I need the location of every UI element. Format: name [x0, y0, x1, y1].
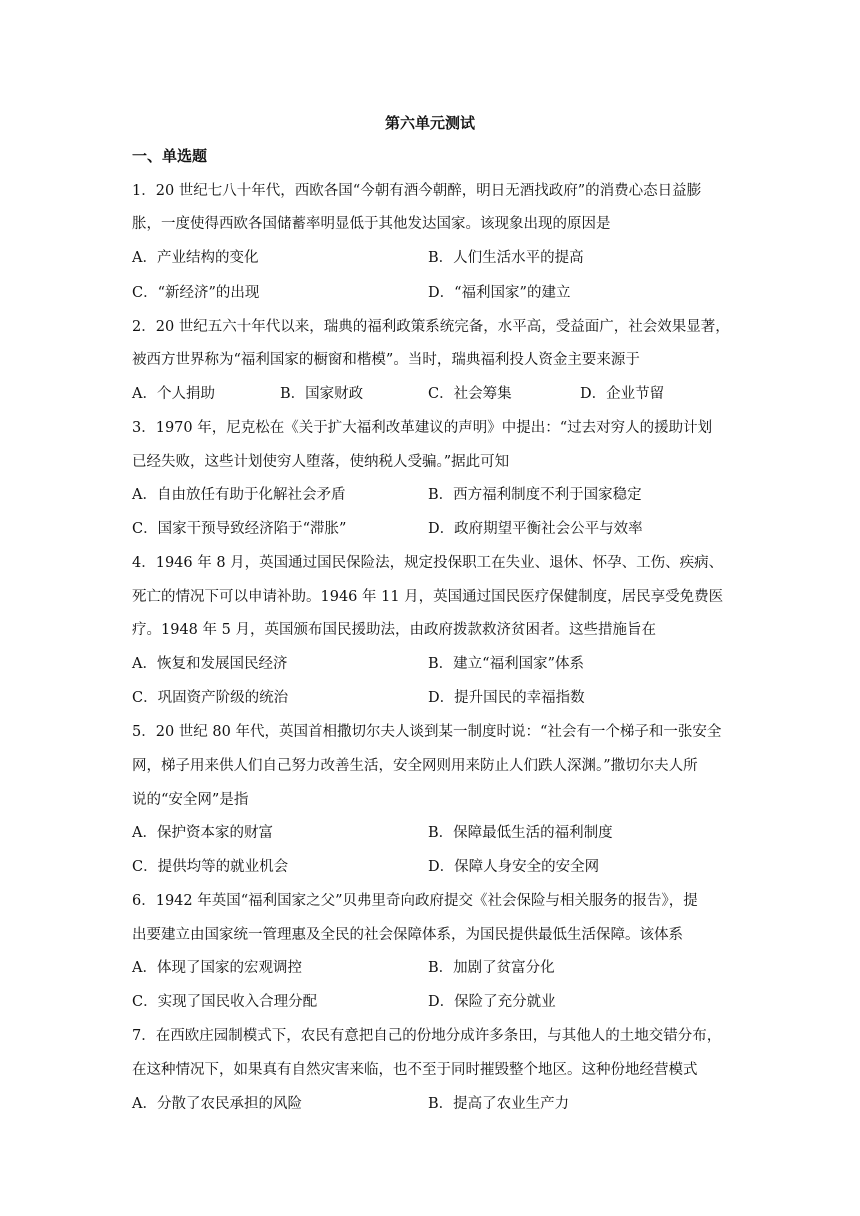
question-1-option-a[interactable]: A．产业结构的变化 — [132, 250, 259, 266]
question-6-line-2: 出要建立由国家统一管理惠及全民的社会保障体系，为国民提供最低生活保障。该体系 — [132, 927, 683, 943]
question-5-option-a[interactable]: A．保护资本家的财富 — [132, 825, 273, 841]
question-6-option-c[interactable]: C．实现了国民收入合理分配 — [132, 994, 318, 1010]
question-4-option-d[interactable]: D．提升国民的幸福指数 — [428, 690, 585, 706]
question-7-option-b[interactable]: B．提高了农业生产力 — [428, 1096, 570, 1112]
question-3-option-c[interactable]: C．国家干预导致经济陷于“滞胀” — [132, 521, 347, 537]
question-3-option-d[interactable]: D．政府期望平衡社会公平与效率 — [428, 521, 643, 537]
question-1-line-1: 1．20 世纪七八十年代，西欧各国“今朝有酒今朝醉，明日无酒找政府”的消费心态日益膨 — [132, 183, 702, 199]
question-3-line-2: 已经失败，这些计划使穷人堕落，使纳税人受骗。”据此可知 — [132, 454, 510, 470]
question-4-option-c[interactable]: C．巩固资产阶级的统治 — [132, 690, 289, 706]
question-5-option-c[interactable]: C．提供均等的就业机会 — [132, 859, 289, 875]
question-5-option-b[interactable]: B．保障最低生活的福利制度 — [428, 825, 613, 841]
question-7-option-a[interactable]: A．分散了农民承担的风险 — [132, 1096, 302, 1112]
question-1-option-d[interactable]: D．“福利国家”的建立 — [428, 285, 571, 301]
question-3-line-1: 3．1970 年，尼克松在《关于扩大福利改革建议的声明》中提出：“过去对穷人的援助计划 — [132, 420, 713, 436]
question-4-line-3: 疗。1948 年 5 月，英国颁布国民援助法，由政府拨款救济贫困者。这些措施旨在 — [132, 622, 656, 638]
section-heading: 一、单选题 — [132, 147, 208, 165]
question-4-option-b[interactable]: B．建立“福利国家”体系 — [428, 656, 584, 672]
question-7-line-1: 7．在西欧庄园制模式下，农民有意把自己的份地分成许多条田，与其他人的土地交错分布， — [132, 1028, 722, 1044]
question-2-option-d[interactable]: D．企业节留 — [580, 386, 665, 402]
question-5-line-1: 5．20 世纪 80 年代，英国首相撒切尔夫人谈到某一制度时说：“社会有一个梯子和一张安全 — [132, 724, 722, 740]
question-1-option-c[interactable]: C．“新经济”的出现 — [132, 285, 260, 301]
question-1-line-2: 胀，一度使得西欧各国储蓄率明显低于其他发达国家。该现象出现的原因是 — [132, 216, 611, 232]
question-5-line-2: 网，梯子用来供人们自己努力改善生活，安全网则用来防止人们跌人深渊。”撒切尔夫人所 — [132, 758, 698, 774]
question-2-line-2: 被西方世界称为“福利国家的橱窗和楷模”。当时，瑞典福利投人资金主要来源于 — [132, 352, 640, 368]
question-3-option-b[interactable]: B．西方福利制度不利于国家稳定 — [428, 487, 642, 503]
question-4-line-2: 死亡的情况下可以申请补助。1946 年 11 月，英国通过国民医疗保健制度，居民享受免费医 — [132, 589, 724, 605]
question-2-option-a[interactable]: A．个人捐助 — [132, 386, 215, 402]
question-5-option-d[interactable]: D．保障人身安全的安全网 — [428, 859, 600, 875]
question-4-line-1: 4．1946 年 8 月，英国通过国民保险法，规定投保职工在失业、退休、怀孕、工伤、疾病、 — [132, 555, 724, 571]
page-title: 第六单元测试 — [384, 114, 475, 132]
question-5-line-3: 说的“安全网”是指 — [132, 792, 249, 808]
question-2-line-1: 2．20 世纪五六十年代以来，瑞典的福利政策系统完备，水平高，受益面广，社会效果显著， — [132, 319, 730, 335]
question-2-option-c[interactable]: C．社会筹集 — [428, 386, 512, 402]
question-1-option-b[interactable]: B．人们生活水平的提高 — [428, 250, 584, 266]
question-6-option-b[interactable]: B．加剧了贫富分化 — [428, 960, 555, 976]
question-6-option-a[interactable]: A．体现了国家的宏观调控 — [132, 960, 302, 976]
question-4-option-a[interactable]: A．恢复和发展国民经济 — [132, 656, 288, 672]
question-3-option-a[interactable]: A．自由放任有助于化解社会矛盾 — [132, 487, 346, 503]
question-7-line-2: 在这种情况下，如果真有自然灾害来临，也不至于同时摧毁整个地区。这种份地经营模式 — [132, 1062, 698, 1078]
question-6-option-d[interactable]: D．保险了充分就业 — [428, 994, 556, 1010]
question-2-option-b[interactable]: B．国家财政 — [280, 386, 364, 402]
question-6-line-1: 6．1942 年英国“福利国家之父”贝弗里奇向政府提交《社会保险与相关服务的报告》，提 — [132, 893, 698, 909]
